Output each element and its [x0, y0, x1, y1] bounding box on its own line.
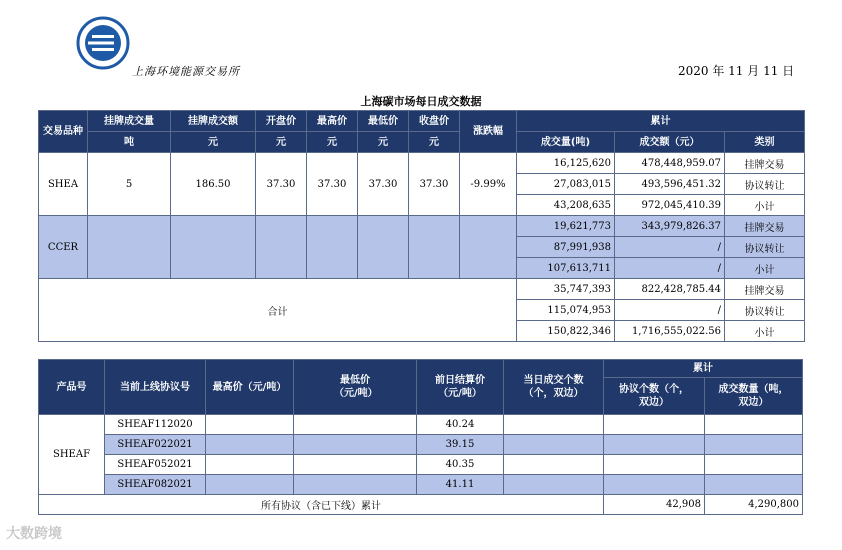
cell-settle: 41.11 [417, 475, 504, 495]
header-category: 类别 [725, 132, 805, 153]
header-product: 产品号 [39, 360, 105, 415]
cum-amt: 343,979,826.37 [615, 216, 725, 237]
table-row [39, 415, 803, 435]
cell-cum-qty [705, 475, 803, 495]
cell-amt: 186.50 [171, 153, 256, 216]
cum-amt: / [615, 237, 725, 258]
cell-open [256, 216, 307, 279]
contract-id: SHEAF082021 [105, 475, 206, 495]
cell-high [206, 475, 294, 495]
category: 协议转让 [725, 174, 805, 195]
total-cum-count: 42,908 [604, 495, 705, 515]
header-amt: 挂牌成交额 [171, 111, 256, 132]
category: 挂牌交易 [725, 279, 805, 300]
header-high: 最高价 [307, 111, 358, 132]
futures-table [38, 359, 803, 515]
cell-open: 37.30 [256, 153, 307, 216]
unit-close: 元 [409, 132, 460, 153]
header-close: 收盘价 [409, 111, 460, 132]
category: 协议转让 [725, 237, 805, 258]
unit-high: 元 [307, 132, 358, 153]
cell-high [206, 455, 294, 475]
header-cum-amt: 成交额（元） [615, 132, 725, 153]
header-low: 最低价 [358, 111, 409, 132]
header-vol: 挂牌成交量 [88, 111, 171, 132]
cell-vol [88, 216, 171, 279]
cell-settle: 40.24 [417, 415, 504, 435]
cell-cum-count [604, 415, 705, 435]
table-row [39, 455, 803, 475]
cell-cum-qty [705, 455, 803, 475]
product-name: CCER [39, 216, 88, 279]
cell-amt [171, 216, 256, 279]
cell-high [307, 216, 358, 279]
total-label: 合计 [39, 279, 517, 342]
logo-text: 上海环境能源交易所 [132, 65, 240, 78]
cum-amt: / [615, 258, 725, 279]
unit-amt: 元 [171, 132, 256, 153]
futures-total-label: 所有协议（含已下线）累计 [39, 495, 604, 515]
cum-amt: 1,716,555,022.56 [615, 321, 725, 342]
cum-vol: 43,208,635 [517, 195, 615, 216]
header-cumulative: 累计 [604, 360, 803, 378]
cell-low [294, 435, 417, 455]
cell-low: 37.30 [358, 153, 409, 216]
header-high: 最高价（元/吨） [206, 360, 294, 415]
contract-id: SHEAF112020 [105, 415, 206, 435]
category: 小计 [725, 195, 805, 216]
cum-amt: 493,596,451.32 [615, 174, 725, 195]
header-open: 开盘价 [256, 111, 307, 132]
cell-cum-count [604, 475, 705, 495]
header-settle: 前日结算价（元/吨） [417, 360, 504, 415]
report-date: 2020 年 11 月 11 日 [678, 64, 795, 78]
cum-amt: / [615, 300, 725, 321]
product-name: SHEAF [39, 415, 105, 495]
cum-amt: 822,428,785.44 [615, 279, 725, 300]
cell-settle: 39.15 [417, 435, 504, 455]
cell-vol: 5 [88, 153, 171, 216]
cell-low [294, 475, 417, 495]
cum-vol: 107,613,711 [517, 258, 615, 279]
cell-cum-qty [705, 435, 803, 455]
category: 小计 [725, 321, 805, 342]
cell-count [504, 435, 604, 455]
cell-cum-count [604, 435, 705, 455]
cum-amt: 478,448,959.07 [615, 153, 725, 174]
header-contract: 当前上线协议号 [105, 360, 206, 415]
cell-change: -9.99% [460, 153, 517, 216]
report-title: 上海碳市场每日成交数据 [360, 95, 482, 108]
cell-low [358, 216, 409, 279]
cum-vol: 27,083,015 [517, 174, 615, 195]
cell-cum-count [604, 455, 705, 475]
table-row [39, 279, 805, 300]
product-name: SHEA [39, 153, 88, 216]
cum-vol: 150,822,346 [517, 321, 615, 342]
unit-open: 元 [256, 132, 307, 153]
table-row [39, 153, 805, 174]
cum-vol: 115,074,953 [517, 300, 615, 321]
table-row [39, 435, 803, 455]
cell-close [409, 216, 460, 279]
cum-vol: 87,991,938 [517, 237, 615, 258]
category: 挂牌交易 [725, 216, 805, 237]
cell-close: 37.30 [409, 153, 460, 216]
category: 挂牌交易 [725, 153, 805, 174]
cell-settle: 40.35 [417, 455, 504, 475]
cell-low [294, 415, 417, 435]
header-day-count: 当日成交个数（个，双边） [504, 360, 604, 415]
header-cumulative: 累计 [517, 111, 805, 132]
cum-vol: 16,125,620 [517, 153, 615, 174]
header-product: 交易品种 [39, 111, 88, 153]
cell-count [504, 455, 604, 475]
unit-vol: 吨 [88, 132, 171, 153]
table-row [39, 475, 803, 495]
table-row [39, 216, 805, 237]
header-change: 涨跌幅 [460, 111, 517, 153]
cell-count [504, 415, 604, 435]
cell-high: 37.30 [307, 153, 358, 216]
cell-low [294, 455, 417, 475]
header-cum-qty: 成交数量（吨，双边） [705, 378, 803, 415]
contract-id: SHEAF022021 [105, 435, 206, 455]
cum-vol: 19,621,773 [517, 216, 615, 237]
header-low: 最低价（元/吨） [294, 360, 417, 415]
cell-high [206, 415, 294, 435]
cum-vol: 35,747,393 [517, 279, 615, 300]
exchange-logo [76, 16, 130, 70]
cell-high [206, 435, 294, 455]
cell-change [460, 216, 517, 279]
cum-amt: 972,045,410.39 [615, 195, 725, 216]
daily-trading-table [38, 110, 805, 342]
contract-id: SHEAF052021 [105, 455, 206, 475]
header-cum-vol: 成交量(吨) [517, 132, 615, 153]
cell-cum-qty [705, 415, 803, 435]
category: 小计 [725, 258, 805, 279]
cell-count [504, 475, 604, 495]
total-cum-qty: 4,290,800 [705, 495, 803, 515]
unit-low: 元 [358, 132, 409, 153]
watermark: 大数跨境 [6, 526, 62, 542]
header-cum-count: 协议个数（个，双边） [604, 378, 705, 415]
category: 协议转让 [725, 300, 805, 321]
table-row [39, 495, 803, 515]
